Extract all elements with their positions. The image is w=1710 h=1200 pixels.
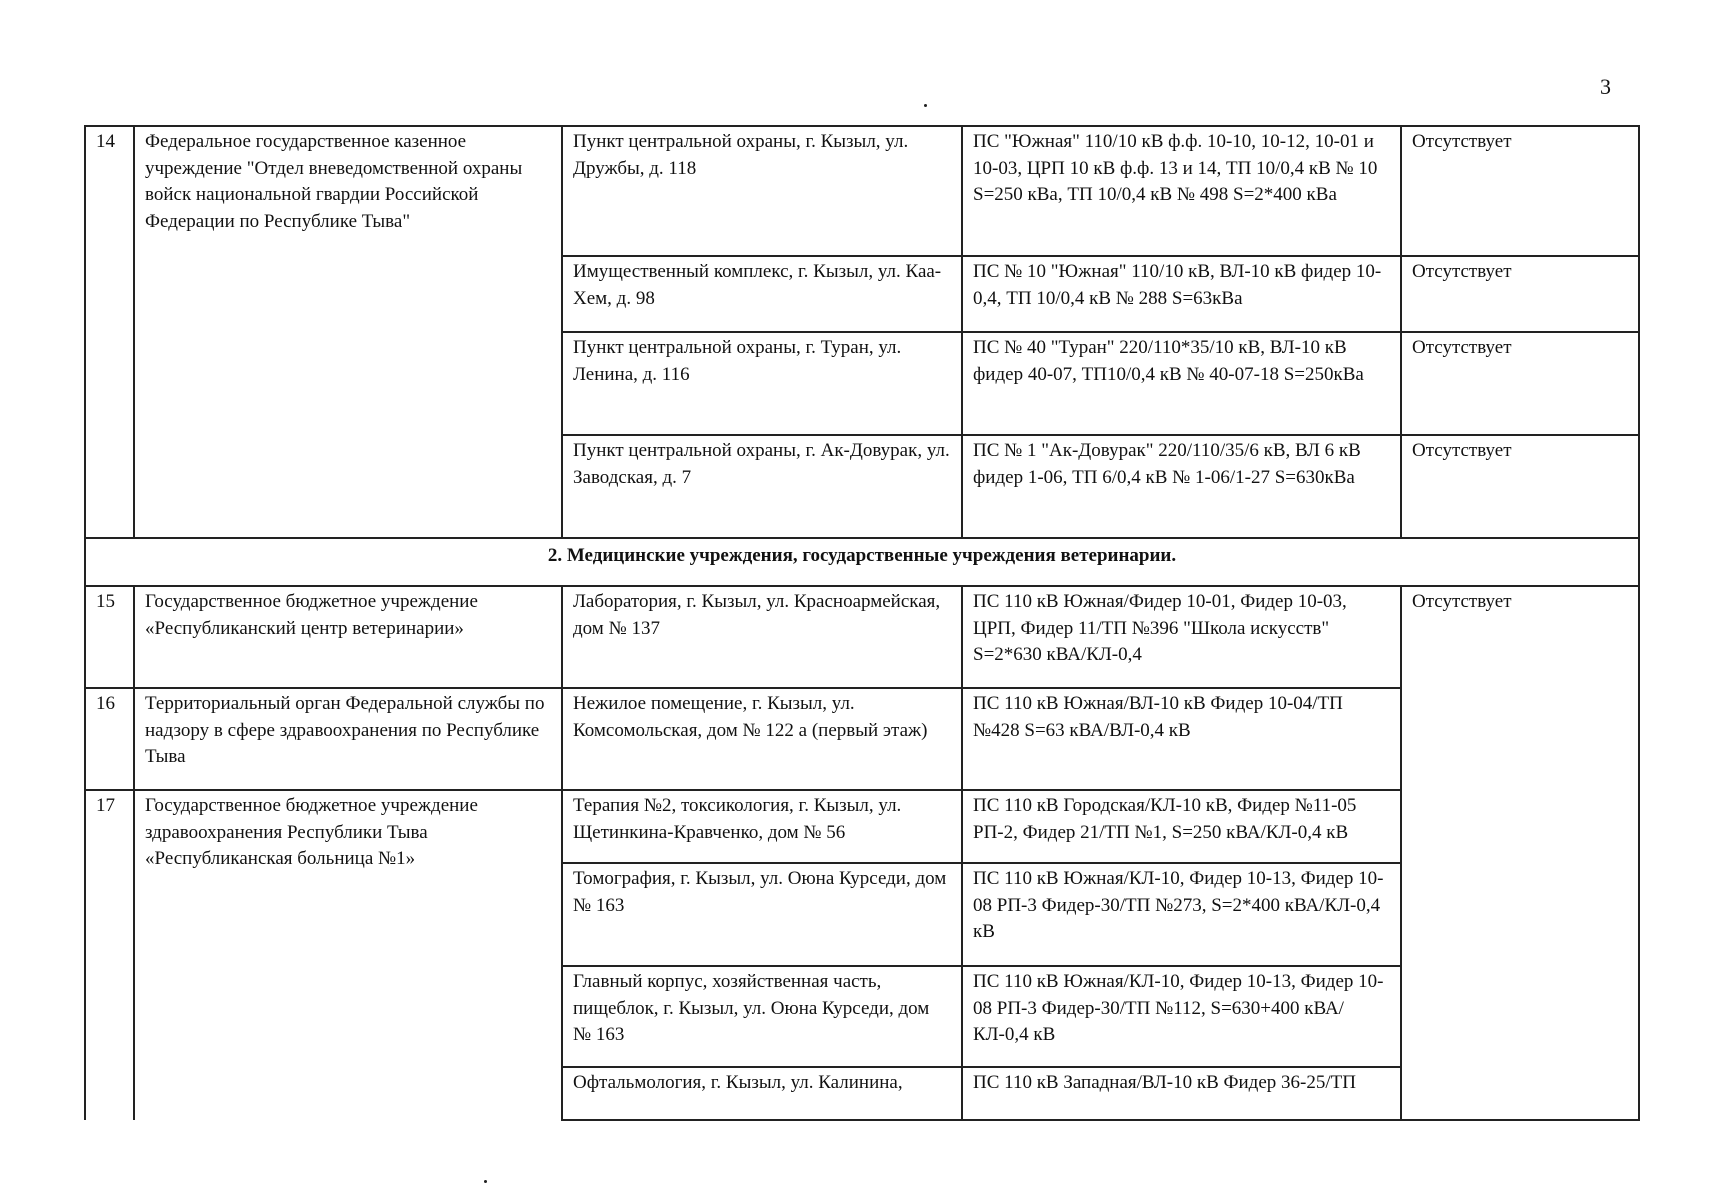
page-number: 3 [1600, 74, 1611, 99]
power-supply-cell: ПС 110 кВ Городская/КЛ-10 кВ, Фидер №11-05 РП-2, Фидер 21/ТП №1, S=250 кВА/КЛ-0,4 кВ [962, 790, 1401, 863]
object-cell: Пункт центральной охраны, г. Кызыл, ул. Дружбы, д. 118 [562, 126, 962, 256]
power-supply-cell: ПС "Южная" 110/10 кВ ф.ф. 10-10, 10-12, 10-01 и 10-03, ЦРП 10 кВ ф.ф. 13 и 14, ТП 10/0,4 кВ № 10 S=250 кВа, ТП 10/0,4 кВ № 498 S=2*400 кВа [962, 126, 1401, 256]
object-cell: Томография, г. Кызыл, ул. Оюна Курседи, дом № 163 [562, 863, 962, 966]
organization-cell: Государственное бюджетное учреждение здравоохранения Республики Тыва «Республиканская больница №1» [134, 790, 562, 1120]
row-number: 17 [85, 790, 134, 1120]
power-supply-cell: ПС 110 кВ Южная/КЛ-10, Фидер 10-13, Фидер 10-08 РП-3 Фидер-30/ТП №273, S=2*400 кВА/КЛ-0,4 кВ [962, 863, 1401, 966]
object-cell: Нежилое помещение, г. Кызыл, ул. Комсомольская, дом № 122 а (первый этаж) [562, 688, 962, 790]
power-supply-cell: ПС № 40 "Туран" 220/110*35/10 кВ, ВЛ-10 кВ фидер 40-07, ТП10/0,4 кВ № 40-07-18 S=250кВа [962, 332, 1401, 435]
object-cell: Лаборатория, г. Кызыл, ул. Красноармейская, дом № 137 [562, 586, 962, 688]
organization-cell: Государственное бюджетное учреждение «Республиканский центр ветеринарии» [134, 586, 562, 688]
power-supply-cell: ПС 110 кВ Южная/ВЛ-10 кВ Фидер 10-04/ТП №428 S=63 кВА/ВЛ-0,4 кВ [962, 688, 1401, 790]
table-row [85, 126, 1639, 256]
object-cell: Терапия №2, токсикология, г. Кызыл, ул. Щетинкина-Кравченко, дом № 56 [562, 790, 962, 863]
object-cell: Пункт центральной охраны, г. Ак-Довурак, ул. Заводская, д. 7 [562, 435, 962, 538]
status-cell: Отсутствует [1401, 256, 1639, 332]
power-supply-cell: ПС № 10 "Южная" 110/10 кВ, ВЛ-10 кВ фидер 10-0,4, ТП 10/0,4 кВ № 288 S=63кВа [962, 256, 1401, 332]
object-cell: Пункт центральной охраны, г. Туран, ул. Ленина, д. 116 [562, 332, 962, 435]
section-title: 2. Медицинские учреждения, государственные учреждения ветеринарии. [85, 538, 1639, 586]
scan-artifact-dot [924, 104, 927, 107]
power-supply-cell: ПС № 1 "Ак-Довурак" 220/110/35/6 кВ, ВЛ 6 кВ фидер 1-06, ТП 6/0,4 кВ № 1-06/1-27 S=630кВа [962, 435, 1401, 538]
organization-cell: Территориальный орган Федеральной службы по надзору в сфере здравоохранения по Республике Тыва [134, 688, 562, 790]
row-number: 16 [85, 688, 134, 790]
section-header-row [85, 538, 1639, 586]
object-cell: Офтальмология, г. Кызыл, ул. Калинина, [562, 1067, 962, 1120]
object-cell: Главный корпус, хозяйственная часть, пищеблок, г. Кызыл, ул. Оюна Курседи, дом № 163 [562, 966, 962, 1067]
status-cell: Отсутствует [1401, 126, 1639, 256]
row-number: 15 [85, 586, 134, 688]
status-cell: Отсутствует [1401, 586, 1639, 1120]
object-cell: Имущественный комплекс, г. Кызыл, ул. Каа-Хем, д. 98 [562, 256, 962, 332]
scan-artifact-dot [484, 1180, 487, 1183]
power-supply-cell: ПС 110 кВ Западная/ВЛ-10 кВ Фидер 36-25/ТП [962, 1067, 1401, 1120]
status-cell: Отсутствует [1401, 435, 1639, 538]
organization-cell: Федеральное государственное казенное учреждение "Отдел вневедомственной охраны войск национальной гвардии Российской Федерации по Республике Тыва" [134, 126, 562, 538]
power-supply-cell: ПС 110 кВ Южная/Фидер 10-01, Фидер 10-03, ЦРП, Фидер 11/ТП №396 "Школа искусств" S=2*630 кВА/КЛ-0,4 [962, 586, 1401, 688]
table-row [85, 586, 1639, 688]
power-supply-cell: ПС 110 кВ Южная/КЛ-10, Фидер 10-13, Фидер 10-08 РП-3 Фидер-30/ТП №112, S=630+400 кВА/КЛ-0,4 кВ [962, 966, 1401, 1067]
status-cell: Отсутствует [1401, 332, 1639, 435]
row-number: 14 [85, 126, 134, 538]
objects-table [84, 125, 1640, 1121]
